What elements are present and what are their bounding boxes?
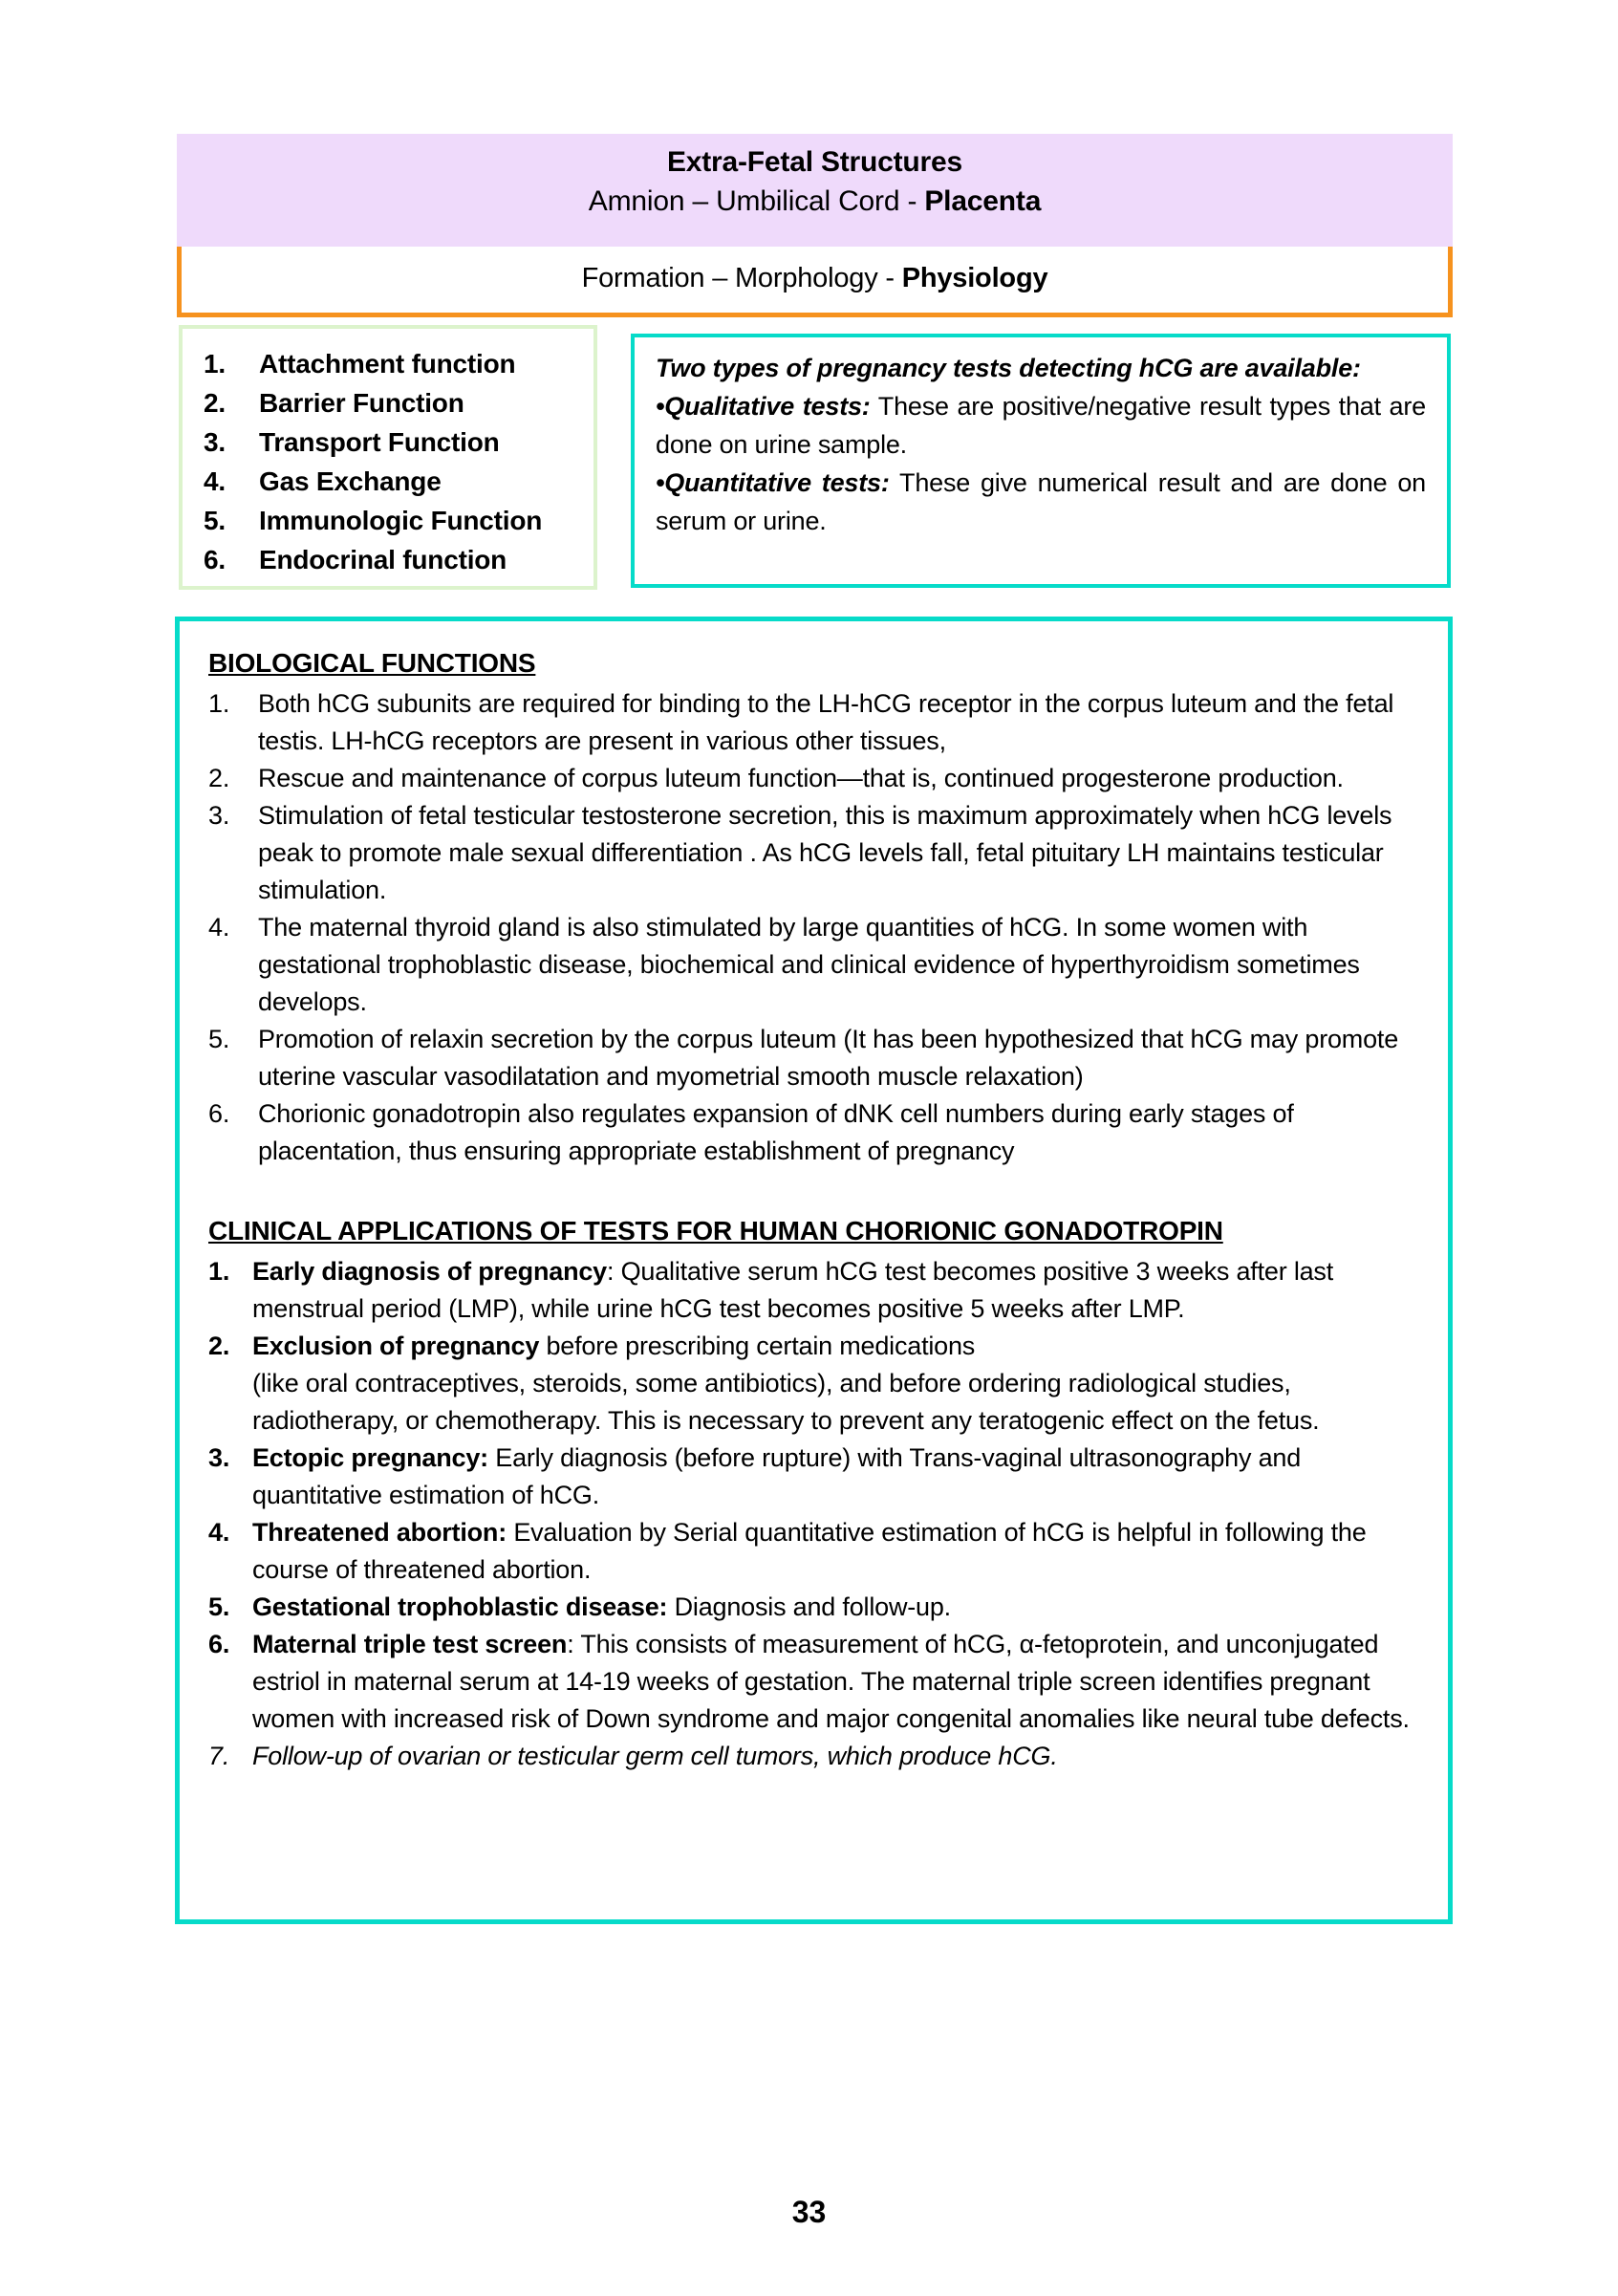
item-number: 5.	[208, 1025, 230, 1053]
item-number: 4.	[208, 1518, 230, 1547]
item-rest: Early diagnosis (before rupture) with Trans-vaginal ultrasonography and quantitative estimation of hCG.	[252, 1443, 1302, 1509]
band-bold-text: Physiology	[901, 263, 1048, 293]
tests-bullet-quantitative	[656, 464, 1426, 540]
section-band	[177, 242, 1453, 317]
pregnancy-tests-box	[631, 334, 1451, 588]
clinical-item	[208, 1626, 1413, 1738]
biological-item	[208, 685, 1413, 760]
list-item-label: Transport Function	[259, 427, 500, 457]
item-lead: Threatened abortion:	[252, 1518, 507, 1547]
biological-item	[208, 797, 1413, 909]
list-item-label: Barrier Function	[259, 388, 464, 418]
header-banner	[177, 134, 1453, 247]
list-item	[204, 462, 593, 501]
main-content-box	[175, 617, 1453, 1924]
item-number: 3.	[208, 801, 230, 830]
item-continuation: (like oral contraceptives, steroids, some antibiotics), and before ordering radiological studies, radiotherapy, or chemotherapy. This is necessary to prevent any teratogenic effect on the fetus.	[252, 1369, 1320, 1435]
list-item	[204, 344, 593, 383]
biological-item	[208, 1021, 1413, 1095]
item-number: 5.	[208, 1592, 230, 1621]
item-number: 2.	[208, 764, 230, 792]
item-number: 3.	[208, 1443, 230, 1472]
item-number: 6.	[208, 1630, 230, 1658]
biological-functions-heading: BIOLOGICAL FUNCTIONS	[208, 648, 536, 678]
list-item	[204, 422, 593, 462]
page-number: 33	[791, 2195, 827, 2229]
item-text	[252, 1626, 1413, 1738]
item-text	[252, 1589, 1413, 1626]
list-item	[204, 383, 593, 422]
item-number: 1.	[208, 1257, 230, 1286]
subtitle-bold-text: Placenta	[924, 185, 1042, 217]
item-number: 2.	[208, 1332, 230, 1360]
page-title: Extra-Fetal Structures	[666, 146, 963, 178]
item-text: Follow-up of ovarian or testicular germ cell tumors, which produce hCG.	[252, 1742, 1058, 1770]
item-text: Chorionic gonadotropin also regulates expansion of dNK cell numbers during early stages of placentation, thus ensuring appropriate establishment of pregnancy	[258, 1099, 1294, 1165]
item-text: Rescue and maintenance of corpus luteum function—that is, continued progesterone production.	[258, 764, 1344, 792]
item-lead: Exclusion of pregnancy	[252, 1332, 540, 1360]
item-text: The maternal thyroid gland is also stimulated by large quantities of hCG. In some women with gestational trophoblastic disease, biochemical and clinical evidence of hyperthyroidism sometimes develops.	[258, 913, 1360, 1016]
bullet-text: These give numerical result and are done on serum or urine.	[656, 468, 1426, 535]
item-text	[252, 1253, 1413, 1328]
list-item-label: Gas Exchange	[259, 466, 442, 496]
clinical-item	[208, 1328, 1413, 1440]
list-item-number: 4.	[204, 466, 226, 496]
clinical-applications-heading: CLINICAL APPLICATIONS OF TESTS FOR HUMAN CHORIONIC GONADOTROPIN	[208, 1216, 1223, 1245]
item-text: Both hCG subunits are required for binding to the LH-hCG receptor in the corpus luteum and the fetal testis. LH-hCG receptors are present in various other tissues,	[258, 689, 1394, 755]
item-lead: Maternal triple test screen	[252, 1630, 568, 1658]
page-subtitle	[177, 185, 1453, 218]
biological-item	[208, 909, 1413, 1021]
list-item-label: Attachment function	[259, 349, 516, 379]
item-lead: Early diagnosis of pregnancy	[252, 1257, 608, 1286]
item-text	[252, 1440, 1413, 1514]
item-rest: Diagnosis and follow-up.	[667, 1592, 951, 1621]
list-item-number: 5.	[204, 506, 226, 535]
clinical-item	[208, 1514, 1413, 1589]
item-text	[252, 1514, 1413, 1589]
item-text	[252, 1328, 1413, 1440]
placenta-functions-list	[179, 325, 597, 590]
item-rest: : Qualitative serum hCG test becomes positive 3 weeks after last menstrual period (LMP), while urine hCG test becomes positive 5 weeks after LMP.	[252, 1257, 1334, 1323]
list-item	[204, 540, 593, 579]
clinical-item	[208, 1589, 1413, 1626]
list-item-label: Endocrinal function	[259, 545, 507, 574]
biological-item	[208, 760, 1413, 797]
bullet-text: These are positive/negative result types that are done on urine sample.	[656, 392, 1426, 459]
item-number: 4.	[208, 913, 230, 942]
list-item-label: Immunologic Function	[259, 506, 543, 535]
tests-intro: Two types of pregnancy tests detecting hCG are available:	[656, 354, 1361, 382]
item-number: 1.	[208, 689, 230, 718]
list-item-number: 3.	[204, 427, 226, 457]
list-item	[204, 501, 593, 540]
item-number: 7.	[208, 1742, 230, 1770]
item-text: Stimulation of fetal testicular testosterone secretion, this is maximum approximately when hCG levels peak to promote male sexual differentiation . As hCG levels fall, fetal pituitary LH maintains testicular stimulation.	[258, 801, 1392, 904]
clinical-item	[208, 1738, 1413, 1775]
item-lead: Gestational trophoblastic disease:	[252, 1592, 668, 1621]
clinical-item	[208, 1253, 1413, 1328]
item-rest: Evaluation by Serial quantitative estimation of hCG is helpful in following the course of threatened abortion.	[252, 1518, 1367, 1584]
item-rest: before prescribing certain medications	[539, 1332, 976, 1360]
list-item-number: 1.	[204, 349, 226, 379]
biological-item	[208, 1095, 1413, 1170]
clinical-item	[208, 1440, 1413, 1514]
item-text: Promotion of relaxin secretion by the corpus luteum (It has been hypothesized that hCG may promote uterine vascular vasodilatation and myometrial smooth muscle relaxation)	[258, 1025, 1399, 1091]
item-lead: Ectopic pregnancy:	[252, 1443, 488, 1472]
list-item-number: 2.	[204, 388, 226, 418]
item-rest: : This consists of measurement of hCG, α-fetoprotein, and unconjugated estriol in maternal serum at 14-19 weeks of gestation. The maternal triple screen identifies pregnant women with increased risk of Down syndrome and major congenital anomalies like neural tube defects.	[252, 1630, 1410, 1733]
bullet-lead: •Quantitative tests:	[656, 468, 890, 497]
band-text: Formation – Morphology -	[581, 263, 902, 293]
bullet-lead: •Qualitative tests:	[656, 392, 871, 421]
list-item-number: 6.	[204, 545, 226, 574]
subtitle-text: Amnion – Umbilical Cord -	[588, 185, 925, 217]
tests-bullet-qualitative	[656, 387, 1426, 464]
item-number: 6.	[208, 1099, 230, 1128]
